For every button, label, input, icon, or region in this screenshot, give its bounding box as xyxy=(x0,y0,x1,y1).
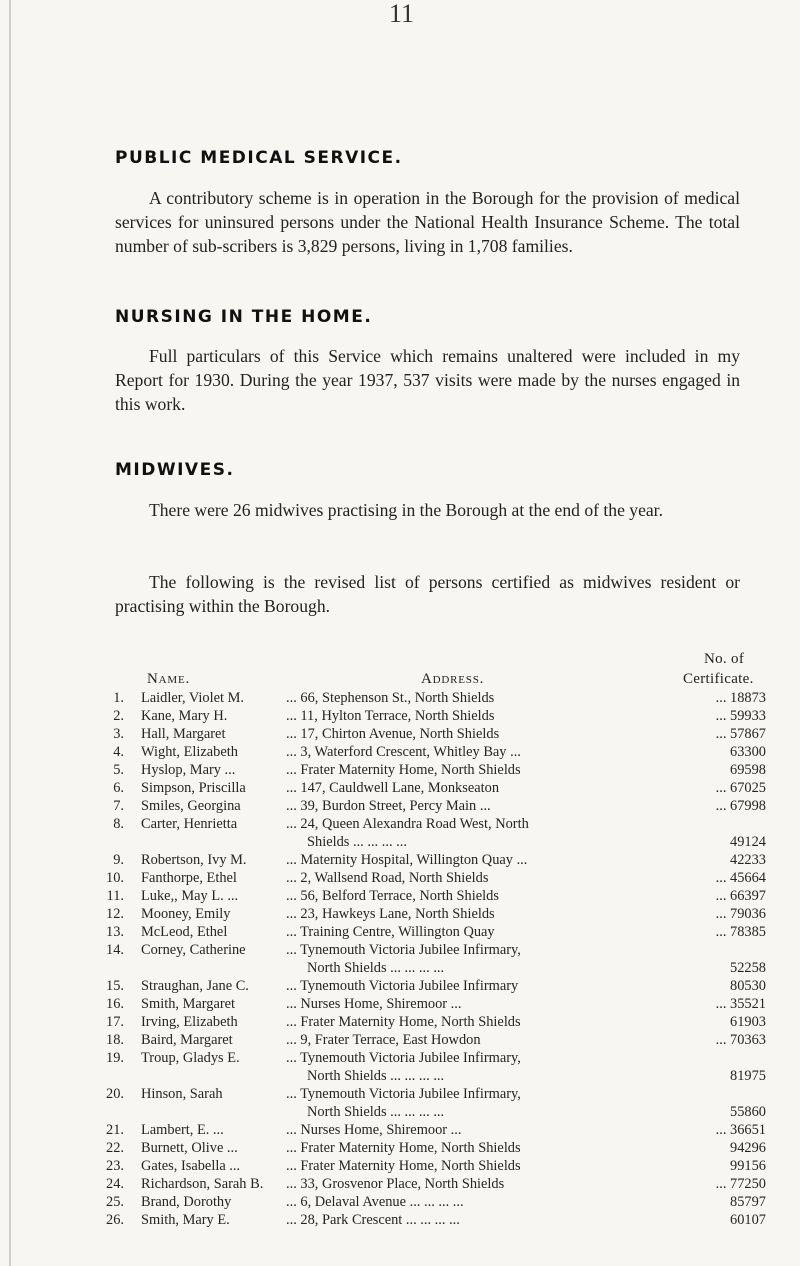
table-row xyxy=(0,1211,800,1249)
midwife-address xyxy=(286,995,705,1013)
row-number: 8. xyxy=(113,816,124,832)
address-line: ... 66, Stephenson St., North Shields xyxy=(286,690,495,706)
row-number: 16. xyxy=(106,996,124,1012)
paragraph-midwives-count: There were 26 midwives practising in the Borough at the end of the year. xyxy=(149,500,663,520)
certificate-number: 81975 xyxy=(730,1068,766,1084)
row-number: 5. xyxy=(113,762,124,778)
midwife-address xyxy=(286,743,705,761)
column-header-no-of: No. of xyxy=(704,651,745,667)
certificate-number: ... 18873 xyxy=(715,690,766,706)
midwife-name: Corney, Catherine xyxy=(141,942,246,958)
row-number: 19. xyxy=(106,1050,124,1066)
row-number: 11. xyxy=(106,888,124,904)
midwife-address xyxy=(286,1121,705,1139)
midwife-address xyxy=(286,707,705,725)
row-number: 17. xyxy=(106,1014,124,1030)
paragraph-midwives-list-intro: The following is the revised list of persons certified as midwives resident or practising within the Borough. xyxy=(115,572,740,616)
row-number: 3. xyxy=(113,726,124,742)
row-number: 18. xyxy=(106,1032,124,1048)
address-line: ... 3, Waterford Crescent, Whitley Bay ... xyxy=(286,744,521,760)
table-row xyxy=(0,941,800,979)
address-line: ... 24, Queen Alexandra Road West, North xyxy=(286,816,529,832)
paragraph-nursing-in-the-home: Full particulars of this Service which remains unaltered were included in my Report for 1930. During the year 1937, 537 visits were made by the nurses engaged in this work. xyxy=(115,346,740,414)
midwife-name: Irving, Elizabeth xyxy=(141,1014,238,1030)
midwife-name: Troup, Gladys E. xyxy=(141,1050,240,1066)
address-line: ... Tynemouth Victoria Jubilee Infirmary, xyxy=(286,1086,521,1102)
certificate-number: ... 36651 xyxy=(715,1122,766,1138)
midwife-address xyxy=(286,689,705,707)
midwife-name: Lambert, E. ... xyxy=(141,1122,224,1138)
address-line-continued: North Shields ... ... ... ... xyxy=(307,1104,445,1120)
row-number: 2. xyxy=(113,708,124,724)
midwife-address xyxy=(286,869,705,887)
address-line-continued: Shields ... ... ... ... xyxy=(307,834,407,850)
address-line: ... 6, Delaval Avenue ... ... ... ... xyxy=(286,1194,464,1210)
table-row xyxy=(0,1085,800,1123)
row-number: 23. xyxy=(106,1158,124,1174)
midwife-address xyxy=(286,1013,705,1031)
page-number: 11 xyxy=(389,0,415,28)
address-line: ... 33, Grosvenor Place, North Shields xyxy=(286,1176,505,1192)
midwife-address xyxy=(286,1049,705,1085)
row-number: 24. xyxy=(106,1176,124,1192)
address-line-continued: North Shields ... ... ... ... xyxy=(307,1068,445,1084)
address-line: ... 11, Hylton Terrace, North Shields xyxy=(286,708,495,724)
row-number: 15. xyxy=(106,978,124,994)
midwife-name: Straughan, Jane C. xyxy=(141,978,249,994)
certificate-number: 52258 xyxy=(730,960,766,976)
midwife-address xyxy=(286,905,705,923)
midwife-address xyxy=(286,1193,705,1211)
row-number: 6. xyxy=(113,780,124,796)
midwife-name: Smith, Margaret xyxy=(141,996,236,1012)
row-number: 1. xyxy=(113,690,124,706)
row-number: 13. xyxy=(106,924,124,940)
midwife-address xyxy=(286,887,705,905)
table-row xyxy=(0,815,800,853)
certificate-number: 61903 xyxy=(730,1014,766,1030)
certificate-number: 80530 xyxy=(730,978,766,994)
address-line: ... 147, Cauldwell Lane, Monkseaton xyxy=(286,780,500,796)
certificate-number: ... 66397 xyxy=(715,888,766,904)
midwife-name: Wight, Elizabeth xyxy=(141,744,238,760)
certificate-number: ... 59933 xyxy=(715,708,766,724)
row-number: 9. xyxy=(113,852,124,868)
address-line-continued: North Shields ... ... ... ... xyxy=(307,960,445,976)
address-line: ... 2, Wallsend Road, North Shields xyxy=(286,870,489,886)
certificate-number: ... 45664 xyxy=(715,870,766,886)
address-line: ... Frater Maternity Home, North Shields xyxy=(286,1158,521,1174)
certificate-number: ... 67998 xyxy=(715,798,766,814)
midwife-name: Laidler, Violet M. xyxy=(141,690,245,706)
address-line: ... Tynemouth Victoria Jubilee Infirmary, xyxy=(286,942,521,958)
midwife-address xyxy=(286,1085,705,1121)
midwife-name: Kane, Mary H. xyxy=(141,708,228,724)
midwife-address xyxy=(286,1211,705,1229)
address-line: ... Frater Maternity Home, North Shields xyxy=(286,762,521,778)
column-header-certificate: Certificate. xyxy=(683,671,754,687)
midwife-name: Robertson, Ivy M. xyxy=(141,852,247,868)
column-header-address: Address. xyxy=(421,671,485,687)
midwife-name: Baird, Margaret xyxy=(141,1032,233,1048)
column-header-name: Name. xyxy=(147,671,191,687)
paragraph-public-medical-service: A contributory scheme is in operation in the Borough for the provision of medical services for uninsured persons under the National Health Insurance Scheme. The total number of sub-scribers is 3,829 persons, living in 1,708 families. xyxy=(115,188,740,256)
midwife-address xyxy=(286,1175,705,1193)
midwife-name: Burnett, Olive ... xyxy=(141,1140,238,1156)
midwife-name: Brand, Dorothy xyxy=(141,1194,232,1210)
heading-nursing-in-the-home: NURSING IN THE HOME. xyxy=(115,307,373,327)
address-line: ... Maternity Hospital, Willington Quay ... xyxy=(286,852,528,868)
midwife-address xyxy=(286,761,705,779)
midwife-address xyxy=(286,815,705,851)
address-line: ... 23, Hawkeys Lane, North Shields xyxy=(286,906,495,922)
midwife-name: Gates, Isabella ... xyxy=(141,1158,241,1174)
certificate-number: ... 79036 xyxy=(715,906,766,922)
midwife-address xyxy=(286,725,705,743)
address-line: ... Nurses Home, Shiremoor ... xyxy=(286,996,462,1012)
row-number: 4. xyxy=(113,744,124,760)
certificate-number: ... 78385 xyxy=(715,924,766,940)
certificate-number: 63300 xyxy=(730,744,766,760)
address-line: ... Tynemouth Victoria Jubilee Infirmary xyxy=(286,978,519,994)
address-line: ... Tynemouth Victoria Jubilee Infirmary, xyxy=(286,1050,521,1066)
address-line: ... 39, Burdon Street, Percy Main ... xyxy=(286,798,491,814)
address-line: ... Nurses Home, Shiremoor ... xyxy=(286,1122,462,1138)
midwife-name: Hinson, Sarah xyxy=(141,1086,223,1102)
address-line: ... Frater Maternity Home, North Shields xyxy=(286,1140,521,1156)
certificate-number: 49124 xyxy=(730,834,766,850)
certificate-number: 85797 xyxy=(730,1194,766,1210)
certificate-number: ... 77250 xyxy=(715,1176,766,1192)
row-number: 20. xyxy=(106,1086,124,1102)
midwife-address xyxy=(286,851,705,869)
certificate-number: 60107 xyxy=(730,1212,766,1228)
midwife-name: Luke,, May L. ... xyxy=(141,888,239,904)
midwife-address xyxy=(286,941,705,977)
row-number: 10. xyxy=(106,870,124,886)
midwife-address xyxy=(286,797,705,815)
row-number: 14. xyxy=(106,942,124,958)
row-number: 25. xyxy=(106,1194,124,1210)
address-line: ... Frater Maternity Home, North Shields xyxy=(286,1014,521,1030)
address-line: ... Training Centre, Willington Quay xyxy=(286,924,495,940)
midwife-name: Hall, Margaret xyxy=(141,726,226,742)
row-number: 12. xyxy=(106,906,124,922)
certificate-number: ... 35521 xyxy=(715,996,766,1012)
midwife-name: Fanthorpe, Ethel xyxy=(141,870,237,886)
midwife-address xyxy=(286,1031,705,1049)
certificate-number: 42233 xyxy=(730,852,766,868)
heading-public-medical-service: PUBLIC MEDICAL SERVICE. xyxy=(115,148,403,168)
address-line: ... 56, Belford Terrace, North Shields xyxy=(286,888,499,904)
address-line: ... 9, Frater Terrace, East Howdon xyxy=(286,1032,481,1048)
certificate-number: ... 67025 xyxy=(715,780,766,796)
midwife-name: Mooney, Emily xyxy=(141,906,231,922)
midwife-name: McLeod, Ethel xyxy=(141,924,228,940)
row-number: 7. xyxy=(113,798,124,814)
midwife-name: Smiles, Georgina xyxy=(141,798,241,814)
row-number: 21. xyxy=(106,1122,124,1138)
certificate-number: 69598 xyxy=(730,762,766,778)
midwife-address xyxy=(286,977,705,995)
certificate-number: ... 70363 xyxy=(715,1032,766,1048)
heading-midwives: MIDWIVES. xyxy=(115,460,235,480)
midwife-address xyxy=(286,1139,705,1157)
midwife-name: Hyslop, Mary ... xyxy=(141,762,236,778)
table-row xyxy=(0,1049,800,1087)
midwife-address xyxy=(286,923,705,941)
midwife-name: Carter, Henrietta xyxy=(141,816,238,832)
midwife-address xyxy=(286,1157,705,1175)
midwife-name: Smith, Mary E. xyxy=(141,1212,230,1228)
midwife-address xyxy=(286,779,705,797)
address-line: ... 28, Park Crescent ... ... ... ... xyxy=(286,1212,460,1228)
certificate-number: 99156 xyxy=(730,1158,766,1174)
row-number: 22. xyxy=(106,1140,124,1156)
midwife-name: Simpson, Priscilla xyxy=(141,780,246,796)
certificate-number: 55860 xyxy=(730,1104,766,1120)
midwife-name: Richardson, Sarah B. xyxy=(141,1176,264,1192)
row-number: 26. xyxy=(106,1212,124,1228)
certificate-number: 94296 xyxy=(730,1140,766,1156)
address-line: ... 17, Chirton Avenue, North Shields xyxy=(286,726,500,742)
certificate-number: ... 57867 xyxy=(715,726,766,742)
